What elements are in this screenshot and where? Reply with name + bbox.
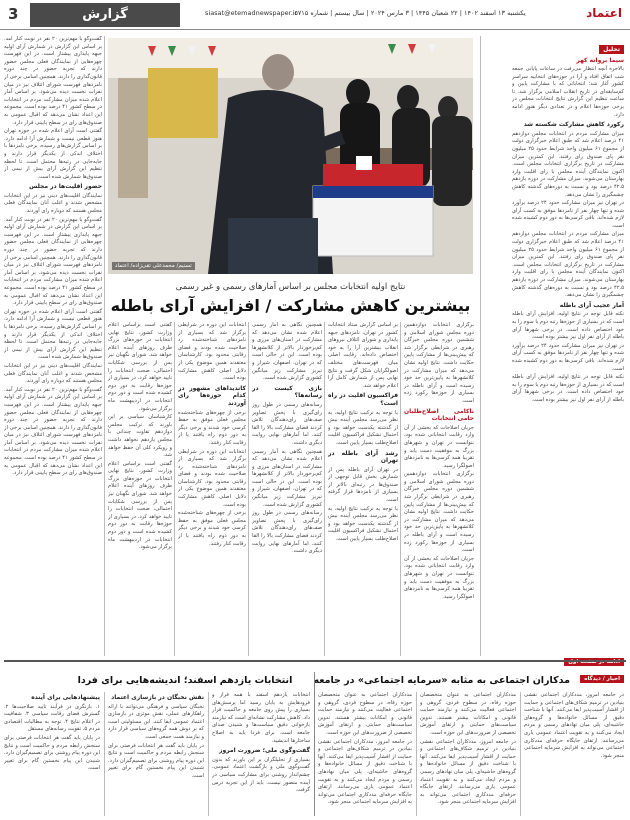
col3-subhead: بازی کیست در رسانه‌ها؟ xyxy=(252,384,322,400)
ballot-scene-illustration xyxy=(108,38,473,274)
bottom-tag: اخبار / دیدگاه xyxy=(580,665,624,684)
col2-subhead-2: رشد آرای باطله در تهران xyxy=(328,449,398,465)
photo-credit: تسنیم/ محمدعلی تقی‌زاده/ اعتماد xyxy=(112,262,195,270)
bottom-col-1: در جامعه امروز، مددکاران اجتماعی نقشی بنیادین در ترمیم شکاف‌های اجتماعی و حمایت از اقشار آسیب‌پذیر ایفا می‌کنند. آنها با شناخت دقیق از مسائل خانواده‌ها و گروه‌های حاشیه‌ای، پلی میان نهادهای رسمی و مردم ایجاد می‌کنند و به تقویت اعتماد عمومی یاری می‌رسانند. ارتقای جایگاه حرفه‌ای مددکاری اجتماعی می‌تواند به افزایش سرمایه اجتماعی منجر شود. xyxy=(524,692,624,759)
right-subhead-2: آمار عجیب آرای باطله xyxy=(559,301,624,309)
col2-subhead: فراکسیون اقلیت در راه است؟ xyxy=(328,392,398,407)
left-column: گفت‌وگو با مهم‌ترین ۲۰ نفر در نوبت کنار آمد. بر اساس این گزارش در شمارش آرای اولیه جبهه پایداری پیشتاز است. در این فهرست چهره‌هایی از نمایندگان فعلی مجلس حضور دارند که تجربه حضور در چند دوره قانون‌گذاری را دارند. همچنین اسامی برخی از نامزدهای فهرست شورای ائتلاف نیز در میان نفرات نخست دیده می‌شود. بر اساس آمار اعلام شده میزان مشارکت مردم در انتخابات در سطح کشور ۴۱ درصد بوده است. مجموعه این اعداد نشان می‌دهد که اقبال عمومی به صندوق‌های رای در سطح پایینی قرار دارد. گفتنی است آرای اعلام شده در حوزه تهران هنوز قطعی نیست و شمارش آرا ادامه دارد. بر اساس گزارش‌های رسیده، برخی نامزدها با اختلاف اندکی از یکدیگر قرار دارند و جابه‌جایی در رتبه‌ها محتمل است. تا لحظه تنظیم این گزارش آرای بیش از نیمی از صندوق‌ها شمارش شده است. حضور اقلیت‌ها در مجلس نمایندگان اقلیت‌های دینی نیز در این انتخابات مشخص شدند و اغلب آنان نمایندگان فعلی مجلس هستند که دوباره رای آوردند. گفت‌وگو با مهم‌ترین ۲۰ نفر در نوبت کنار آمد. بر اساس این گزارش در شمارش آرای اولیه جبهه پایداری پیشتاز است. در این فهرست چهره‌هایی از نمایندگان فعلی مجلس حضور دارند که تجربه حضور در چند دوره قانون‌گذاری را دارند. همچنین اسامی برخی از نامزدهای فهرست شورای ائتلاف نیز در میان نفرات نخست دیده می‌شود. بر اساس آمار اعلام شده میزان مشارکت مردم در انتخابات در سطح کشور ۴۱ درصد بوده است. مجموعه این اعداد نشان می‌دهد که اقبال عمومی به صندوق‌های رای در سطح پایینی قرار دارد. گفتنی است آرای اعلام شده در حوزه تهران هنوز قطعی نیست و شمارش آرا ادامه دارد. بر اساس گزارش‌های رسیده، برخی نامزدها با اختلاف اندکی از یکدیگر قرار دارند و جابه‌جایی در رتبه‌ها محتمل است. تا لحظه تنظیم این گزارش آرای بیش از نیمی از صندوق‌ها شمارش شده است. نمایندگان اقلیت‌های دینی نیز در این انتخابات مشخص شدند و اغلب آنان نمایندگان فعلی مجلس هستند که دوباره رای آوردند. گفت‌وگو با مهم‌ترین ۲۰ نفر در نوبت کنار آمد. بر اساس این گزارش در شمارش آرای اولیه جبهه پایداری پیشتاز است. در این فهرست چهره‌هایی از نمایندگان فعلی مجلس حضور دارند که تجربه حضور در چند دوره قانون‌گذاری را دارند. همچنین اسامی برخی از نامزدهای فهرست شورای ائتلاف نیز در میان نفرات نخست دیده می‌شود. بر اساس آمار اعلام شده میزان مشارکت مردم در انتخابات در سطح کشور ۴۱ درصد بوده است. مجموعه این اعداد نشان می‌دهد که اقبال عمومی به صندوق‌های رای در سطح پایینی قرار دارد. xyxy=(4,36,102,477)
right-column xyxy=(512,36,624,656)
bottom-subhead-3: پیشنهادهایی برای آینده xyxy=(31,694,100,701)
right-para-1: بالاخره آنچه انتظار می‌رفت در ساعات پایانی جمعه شب اتفاق افتاد و آرا در حوزه‌های انتخابیه سراسر کشور آغاز شد؛ انتخاباتی که با مشارکت پایین و کم‌سابقه‌ای در تاریخ انقلاب اسلامی برگزار شد. تا ساعت تنظیم این گزارش نتایج انتخابات مجلس در برخی حوزه‌ها اعلام و در تعدادی دیگر هنوز ادامه دارد. xyxy=(512,66,624,118)
col4-subhead: کاندیداهای مشهور در کدام حوزه‌ها رای آوردند xyxy=(178,384,246,407)
headline-kicker: نتایج اولیه انتخابات مجلس بر اساس آمارهای رسمی و غیر رسمی xyxy=(175,282,406,292)
article-col-1: برگزاری انتخابات دوازدهمین دوره مجلس شورای اسلامی و ششمین دوره مجلس خبرگان رهبری در شرایطی برگزار شد که پیش‌بینی‌ها از مشارکت پایین حکایت داشت. نتایج اولیه نشان می‌دهد که میزان مشارکت در کلانشهرها به پایین‌ترین حد خود رسیده است و آرای باطله در بسیاری از حوزه‌ها رکورد زده است. ناکامی اصلاح‌طلبان حامی انتخابات جریان اصلاحات که بخشی از آن وارد رقابت انتخاباتی شده بود، نتوانست در تهران و شهرهای بزرگ به موفقیت دست یابد و تقریبا همه کرسی‌ها به نامزدهای اصولگرا رسید. برگزاری انتخابات دوازدهمین دوره مجلس شورای اسلامی و ششمین دوره مجلس خبرگان رهبری در شرایطی برگزار شد که پیش‌بینی‌ها از مشارکت پایین حکایت داشت. نتایج اولیه نشان می‌دهد که میزان مشارکت در کلانشهرها به پایین‌ترین حد خود رسیده است و آرای باطله در بسیاری از حوزه‌ها رکورد زده است. جریان اصلاحات که بخشی از آن وارد رقابت انتخاباتی شده بود، نتوانست در تهران و شهرهای بزرگ به موفقیت دست یابد و تقریبا همه کرسی‌ها به نامزدهای اصولگرا رسید. xyxy=(404,322,474,600)
main-headline: بیشترین کاهش مشارکت / افزایش آرای باطله xyxy=(110,296,471,315)
site-email: siasat@etemadnewspaper.ir xyxy=(205,9,298,17)
bottom-subhead-2: نقش نخبگان در بازسازی اعتماد xyxy=(111,694,204,701)
bottom-col-4: انتخابات یازدهم اسفند با همه فراز و فرودهایش به پایان رسید اما پرسش‌های بسیاری را پیش روی جامعه و حاکمیت قرار داد. کاهش مشارکت نشانه‌ای است که نیازمند بازخوانی دقیق سیاست‌ها و شنیدن صدای جامعه است. برای فردا باید به اصلاح ساختارها اندیشید. گفت‌وگوی ملی؛ ضرورت امروز بسیاری از تحلیلگران بر این باورند که بدون گفت‌وگوی ملی و بازگشت اعتماد عمومی، چشم‌انداز روشنی برای مشارکت سیاسی در آینده متصور نیست. باید از این تجربه درس گرفت. xyxy=(212,692,310,794)
bottom-subhead-1: گفت‌وگوی ملی؛ ضرورت امروز xyxy=(219,747,310,755)
right-para-2: میزان مشارکت مردم در انتخابات مجلس دوازدهم ۴۱ درصد اعلام شد که طبق اعلام خبرگزاری دولت از مجموع ۶۱ میلیون واجد شرایط حدود ۲۵ میلیون نفر پای صندوق رای رفتند. این کمترین میزان مشارکت در تاریخ برگزاری انتخابات مجلس است. اکنون نمایندگان آینده مجلس با رای اقلیت وارد بهارستان می‌شوند. میزان مشارکت در دوره یازدهم ۴۲.۵ درصد بود و نسبت به دوره‌های گذشته کاهش چشمگیری را نشان می‌دهد. xyxy=(512,130,624,198)
article-col-2: بر اساس گزارش ستاد انتخابات کشور در تهران، نامزدهای جبهه پایداری و شورای ائتلاف نیروهای انقلاب بیشترین آرا را به خود اختصاص داده‌اند. رقابت اصلی میان فهرست‌های مختلف اصولگرایان شکل گرفت و نتایج نهایی پس از شمارش کامل آرا اعلام خواهد شد. فراکسیون اقلیت در راه است؟ با توجه به ترکیب نتایج اولیه، به نظر می‌رسد مجلس آینده بیش از گذشته یکدست خواهد بود و احتمال تشکیل فراکسیون اقلیت اصلاح‌طلب بسیار پایین است. رشد آرای باطله در تهران در تهران آرای باطله پس از شمارش بخش قابل توجهی از صندوق‌ها در رتبه‌ای بالاتر از بسیاری از نامزدها قرار گرفته است. با توجه به ترکیب نتایج اولیه، به نظر می‌رسد مجلس آینده بیش از گذشته یکدست خواهد بود و احتمال تشکیل فراکسیون اقلیت اصلاح‌طلب بسیار پایین است. xyxy=(328,322,398,543)
bottom-col-5: نقش نخبگان در بازسازی اعتماد نخبگان سیاسی و فرهنگی می‌توانند با ارائه راهکارهای عملی، نقش موثری در بازسازی اعتماد عمومی ایفا کنند. این مسئولیتی است که بر دوش همه گروه‌های سیاسی قرار دارد و نیازمند همت جمعی است. در پایان باید گفت هر انتخابات فرصتی برای سنجش رابطه مردم و حاکمیت است و نتایج این دوره پیام روشنی برای تصمیم‌گیران دارد. شنیدن این پیام نخستین گام برای تغییر است. xyxy=(108,694,204,779)
page-header xyxy=(0,0,630,30)
continue-label: ادامه در صفحه اول xyxy=(512,648,624,667)
bottom-col-3: مددکاران اجتماعی به عنوان متخصصان حوزه رفاه، در سطوح فردی، گروهی و اجتماعی فعالیت می‌کنند و نیازمند حمایت قانونی و امکانات بیشتر هستند. تدوین سیاست‌های حمایتی و ارتقای آموزش تخصصی از ضرورت‌های این حوزه است. در جامعه امروز، مددکاران اجتماعی نقشی بنیادین در ترمیم شکاف‌های اجتماعی و حمایت از اقشار آسیب‌پذیر ایفا می‌کنند. آنها با شناخت دقیق از مسائل خانواده‌ها و گروه‌های حاشیه‌ای، پلی میان نهادهای رسمی و مردم ایجاد می‌کنند و به تقویت اعتماد عمومی یاری می‌رسانند. ارتقای جایگاه حرفه‌ای مددکاری اجتماعی می‌تواند به افزایش سرمایه اجتماعی منجر شود. xyxy=(318,692,412,806)
article-col-3: همچنین نگاهی به آمار رسمی اعلام شده نشان می‌دهد که مشارکت در استان‌های مرزی و کم‌برخوردار بالاتر از کلانشهرها بوده است. این در حالی است که در تهران، اصفهان، شیراز و تبریز مشارکت زیر میانگین کشوری گزارش شده است. بازی کیست در رسانه‌ها؟ رسانه‌های رسمی در طول روز رای‌گیری با پخش تصاویر صف‌های رای‌دهندگان تلاش کردند فضای مشارکت بالا را القا کنند، اما آمارهای نهایی روایت دیگری داشت. همچنین نگاهی به آمار رسمی اعلام شده نشان می‌دهد که مشارکت در استان‌های مرزی و کم‌برخوردار بالاتر از کلانشهرها بوده است. این در حالی است که در تهران، اصفهان، شیراز و تبریز مشارکت زیر میانگین کشوری گزارش شده است. رسانه‌های رسمی در طول روز رای‌گیری با پخش تصاویر صف‌های رای‌دهندگان تلاش کردند فضای مشارکت بالا را القا کنند، اما آمارهای نهایی روایت دیگری داشت. xyxy=(252,322,322,555)
right-para-4: نکته قابل توجه در نتایج اولیه، افزایش آرای باطله است که در بسیاری از حوزه‌ها رتبه دوم یا سوم را به خود اختصاص داده است. در برخی شهرها آرای باطله از آرای نفر اول نیز بیشتر بوده است. xyxy=(512,311,624,341)
article-col-4: انتخابات این دوره در شرایطی برگزار شد که بسیاری از نامزدهای شناخته‌شده رد صلاحیت شده بودند و فضای رقابتی محدود بود. کارشناسان معتقدند همین موضوع یکی از دلایل اصلی کاهش مشارکت بوده است. کاندیداهای مشهور در کدام حوزه‌ها رای آوردند برخی از چهره‌های شناخته‌شده مجلس فعلی موفق به حفظ کرسی خود شدند و برخی دیگر به دور دوم راه یافتند یا از رقابت کنار رفتند. انتخابات این دوره در شرایطی برگزار شد که بسیاری از نامزدهای شناخته‌شده رد صلاحیت شده بودند و فضای رقابتی محدود بود. کارشناسان معتقدند همین موضوع یکی از دلایل اصلی کاهش مشارکت بوده است. برخی از چهره‌های شناخته‌شده مجلس فعلی موفق به حفظ کرسی خود شدند و برخی دیگر به دور دوم راه یافتند یا از رقابت کنار رفتند. xyxy=(178,322,246,547)
right-subhead-1: رکورد کاهش مشارکت شکسته شد xyxy=(523,121,624,129)
article-col-5: گفتنی است براساس اعلام وزارت کشور، نتایج نهایی انتخابات در حوزه‌های بزرگ ظرف روزهای آینده اعلام خواهد شد. شورای نگهبان نیز پس از بررسی شکایات احتمالی، صحت انتخابات را تایید خواهد کرد. در بسیاری از حوزه‌ها رقابت به دور دوم کشیده شده است و دور دوم انتخابات در اردیبهشت ماه برگزار می‌شود. کارشناسان سیاسی بر این باورند که ترکیب مجلس دوازدهم تفاوت چندانی با مجلس یازدهم نخواهد داشت و رویکرد کلی آن حفظ خواهد شد. گفتنی است براساس اعلام وزارت کشور، نتایج نهایی انتخابات در حوزه‌های بزرگ ظرف روزهای آینده اعلام خواهد شد. شورای نگهبان نیز پس از بررسی شکایات احتمالی، صحت انتخابات را تایید خواهد کرد. در بسیاری از حوزه‌ها رقابت به دور دوم کشیده شده است و دور دوم انتخابات در اردیبهشت ماه برگزار می‌شود. xyxy=(108,322,172,551)
right-para-2b: میزان مشارکت مردم در انتخابات مجلس دوازدهم ۴۱ درصد اعلام شد که طبق اعلام خبرگزاری دولت از مجموع ۶۱ میلیون واجد شرایط حدود ۲۵ میلیون نفر پای صندوق رای رفتند. این کمترین میزان مشارکت در تاریخ برگزاری انتخابات مجلس است. اکنون نمایندگان آینده مجلس با رای اقلیت وارد بهارستان می‌شوند. میزان مشارکت در دوره یازدهم ۴۲.۵ درصد بود و نسبت به دوره‌های گذشته کاهش چشمگیری را نشان می‌دهد. xyxy=(512,231,624,299)
election-photo xyxy=(108,38,473,274)
right-para-4b: نکته قابل توجه در نتایج اولیه، افزایش آرای باطله است که در بسیاری از حوزه‌ها رتبه دوم یا سوم را به خود اختصاص داده است. در برخی شهرها آرای باطله از آرای نفر اول نیز بیشتر بوده است. xyxy=(512,374,624,403)
byline: سیما بروانه کهر xyxy=(576,57,624,64)
newspaper-logo: اعتماد xyxy=(586,6,622,20)
page-number: 3 xyxy=(8,5,19,23)
right-para-3: در تهران نیز میزان مشارکت حدود ۲۴ درصد برآورد شده و تنها چهار نفر از نامزدها موفق به کسب آرای لازم شده‌اند. باقی کرسی‌ها به دور دوم کشیده شده است. xyxy=(512,200,624,229)
left-subhead: حضور اقلیت‌ها در مجلس xyxy=(29,183,102,191)
bottom-title-1: مدکاران اجتماعی به مثابه «سرمایه اجتماعی» در جامعه xyxy=(313,675,570,686)
issue-meta: یکشنبه ۱۳ اسفند ۱۴۰۲ | ۲۲ شعبان ۱۴۴۵ | ۳ مارس ۲۰۲۴ | سال بیستم | شماره ۵۷۱۵ xyxy=(294,9,526,17)
col1-subhead: ناکامی اصلاح‌طلبان حامی انتخابات xyxy=(404,407,474,423)
right-para-3b: در تهران نیز میزان مشارکت حدود ۲۴ درصد برآورد شده و تنها چهار نفر از نامزدها موفق به کسب آرای لازم شده‌اند. باقی کرسی‌ها به دور دوم کشیده شده است. xyxy=(512,342,624,372)
bottom-col-6: پیشنهادهایی برای آینده ۱. بازنگری در فرآیند تایید صلاحیت‌ها ۲. گسترش فضای رقابت سیاسی ۳. شفافیت در اعلام نتایج ۴. توجه به مطالبات اقتصادی مردم ۵. تقویت رسانه‌های مستقل در پایان باید گفت هر انتخابات فرصتی برای سنجش رابطه مردم و حاکمیت است و نتایج این دوره پیام روشنی برای تصمیم‌گیران دارد. شنیدن این پیام نخستین گام برای تغییر است. xyxy=(4,694,100,772)
section-banner: گزارش xyxy=(30,3,180,27)
bottom-title-2: انتخابات یازدهم اسفند؛ اندیشه‌هایی برای فردا xyxy=(77,675,293,686)
bottom-col-2: مددکاران اجتماعی به عنوان متخصصان حوزه رفاه، در سطوح فردی، گروهی و اجتماعی فعالیت می‌کنند و نیازمند حمایت قانونی و امکانات بیشتر هستند. تدوین سیاست‌های حمایتی و ارتقای آموزش تخصصی از ضرورت‌های این حوزه است. در جامعه امروز، مددکاران اجتماعی نقشی بنیادین در ترمیم شکاف‌های اجتماعی و حمایت از اقشار آسیب‌پذیر ایفا می‌کنند. آنها با شناخت دقیق از مسائل خانواده‌ها و گروه‌های حاشیه‌ای، پلی میان نهادهای رسمی و مردم ایجاد می‌کنند و به تقویت اعتماد عمومی یاری می‌رسانند. ارتقای جایگاه حرفه‌ای مددکاری اجتماعی می‌تواند به افزایش سرمایه اجتماعی منجر شود. xyxy=(420,692,516,806)
analysis-tag: تحلیل xyxy=(599,45,624,54)
